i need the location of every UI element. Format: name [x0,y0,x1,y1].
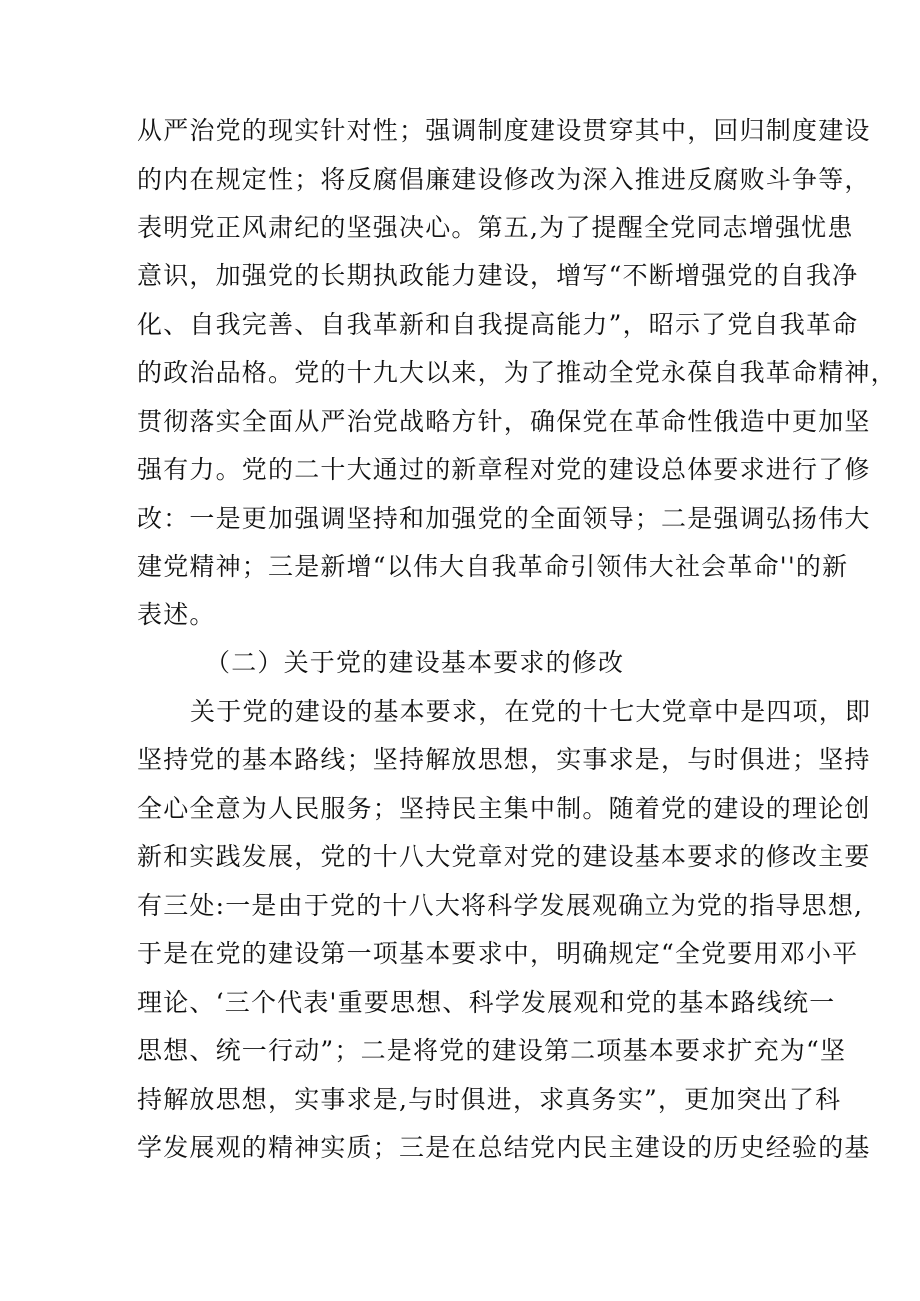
text-line: 全心全意为人民服务；坚持民主集中制。随着党的建设的理论创 [137,794,871,823]
section-heading: （二）关于党的建设基本要求的修改 [205,648,625,677]
text-line: 建党精神；三是新增“以伟大自我革命引领伟大社会革命''的新 [137,552,849,581]
text-line: 的政治品格。党的十九大以来，为了推动全党永葆自我革命精神， [137,358,897,387]
text-line: 持解放思想，实事求是,与时俱进，求真务实”，更加突出了科 [137,1085,842,1114]
text-line: 理论、‘三个代表'重要思想、科学发展观和党的基本路线统一 [137,988,836,1017]
text-line: 强有力。党的二十大通过的新章程对党的建设总体要求进行了修 [137,455,871,484]
text-line: 化、自我完善、自我革新和自我提高能力”，昭示了党自我革命 [137,310,859,339]
text-line: 改：一是更加强调坚持和加强党的全面领导；二是强调弘扬伟大 [137,504,871,533]
text-line: 有三处:一是由于党的十八大将科学发展观确立为党的指导思想, [137,891,864,920]
text-line: 贯彻落实全面从严治党战略方针，确保党在革命性俄造中更加坚 [137,407,871,436]
text-line: 新和实践发展，党的十八大党章对党的建设基本要求的修改主要 [137,842,871,871]
text-line: 思想、统一行动”；二是将党的建设第二项基本要求扩充为“坚 [137,1036,847,1065]
text-line: 坚持党的基本路线；坚持解放思想，实事求是，与时俱进；坚持 [137,745,871,774]
text-line: 的内在规定性；将反腐倡廉建设修改为深入推进反腐败斗争等， [137,165,871,194]
text-line: 意识，加强党的长期执政能力建设，增写“不断增强党的自我净 [137,261,859,290]
text-line: 表明党正风肃纪的坚强决心。第五,为了提醒全党同志增强忧患 [137,213,854,242]
text-line: 从严治党的现实针对性；强调制度建设贯穿其中，回归制度建设 [137,116,871,145]
text-line: 学发展观的精神实质；三是在总结党内民主建设的历史经验的基 [137,1133,871,1162]
text-line: 表述。 [137,600,216,629]
text-line: 关于党的建设的基本要求，在党的十七大党章中是四项，即 [190,697,872,726]
text-line: 于是在党的建设第一项基本要求中，明确规定“全党要用邓小平 [137,939,859,968]
